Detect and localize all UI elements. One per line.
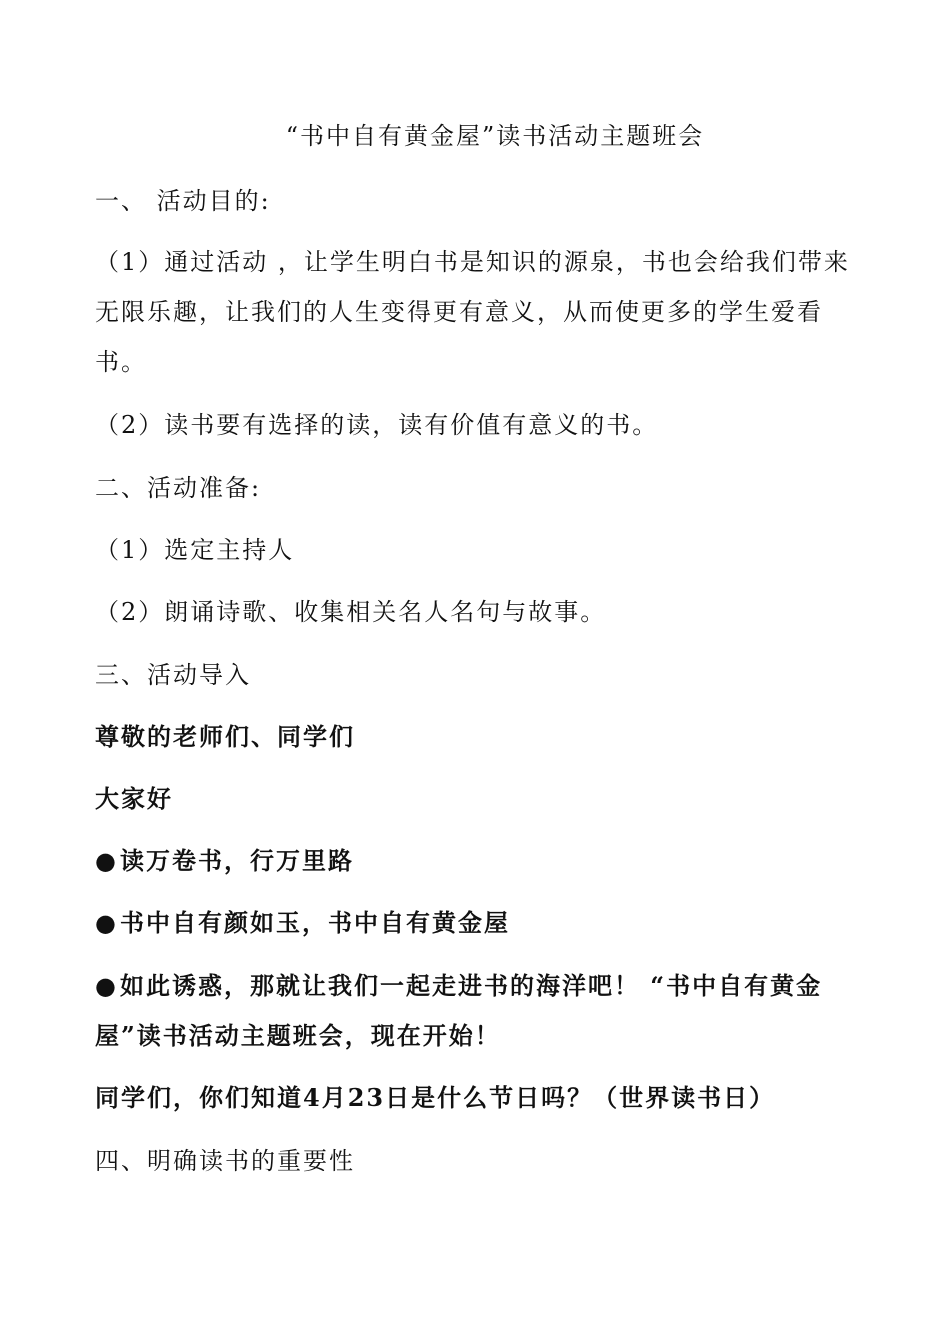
section-4-heading: 四、明确读书的重要性 xyxy=(95,1147,355,1175)
greeting-line-1: 尊敬的老师们、同学们 xyxy=(95,722,355,751)
section-1-heading: 一、 活动目的: xyxy=(95,187,271,215)
section-1-item-1-line-2: 无限乐趣，让我们的人生变得更有意义，从而使更多的学生爱看 xyxy=(95,298,823,326)
section-2-heading: 二、活动准备: xyxy=(95,474,262,502)
section-2-item-1: （1）选定主持人 xyxy=(95,536,295,564)
section-1-item-1-line-1: （1）通过活动 ，让学生明白书是知识的源泉，书也会给我们带来 xyxy=(95,248,850,276)
bullet-item-3-line-1: ● 如此诱惑，那就让我们一起走进书的海洋吧！ “书中自有黄金 xyxy=(95,970,822,1002)
greeting-line-2: 大家好 xyxy=(95,784,173,813)
section-3-heading: 三、活动导入 xyxy=(95,661,251,689)
section-1-item-1-line-3: 书。 xyxy=(95,348,147,376)
bullet-item-2: ● 书中自有颜如玉，书中自有黄金屋 xyxy=(95,907,510,939)
bullet-item-3-line-2: 屋”读书活动主题班会，现在开始！ xyxy=(95,1021,501,1050)
document-title: “书中自有黄金屋”读书活动主题班会 xyxy=(285,122,705,150)
section-2-item-2: （2）朗诵诗歌、收集相关名人名句与故事。 xyxy=(95,598,607,626)
bullet-item-1: ● 读万卷书，行万里路 xyxy=(95,845,354,877)
world-book-day-question: 同学们，你们知道4月23日是什么节日吗？（世界读书日） xyxy=(95,1083,776,1112)
section-1-item-2: （2）读书要有选择的读，读有价值有意义的书。 xyxy=(95,411,659,439)
